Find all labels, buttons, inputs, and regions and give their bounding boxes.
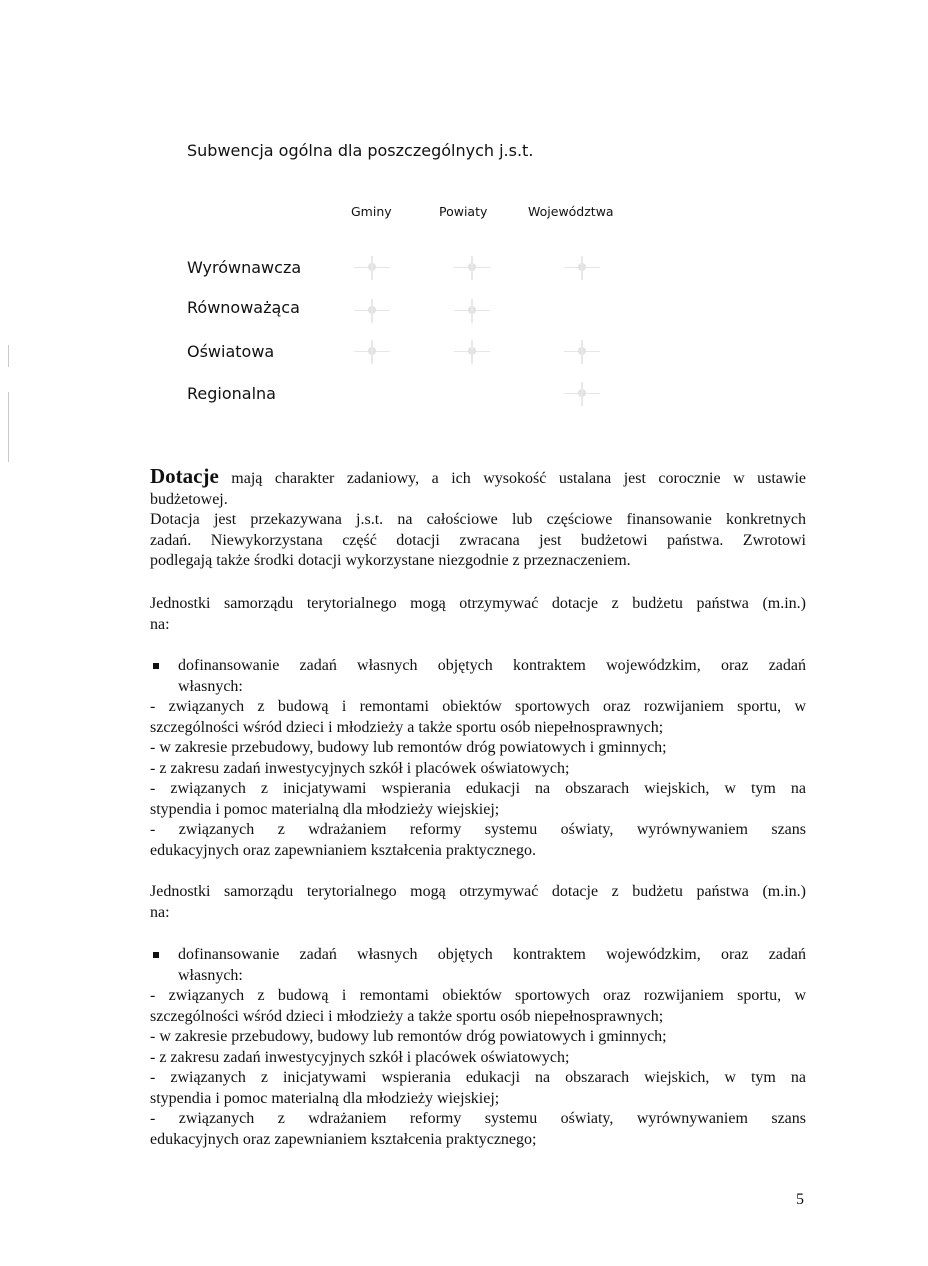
section2-lead: [150, 882, 806, 923]
list-item: - związanych z budową i remontami obiektów sportowych oraz rozwijaniem sportu, w: [150, 698, 806, 715]
list-item: - związanych z budową i remontami obiektów sportowych oraz rozwijaniem sportu, w: [150, 987, 806, 1004]
list-item: - z zakresu zadań inwestycyjnych szkół i placówek oświatowych;: [150, 759, 570, 777]
text-line: na:: [150, 615, 170, 633]
text-line: podlegają także środki dotacji wykorzystane niezgodnie z przeznaczeniem.: [150, 552, 631, 569]
table-title: Subwencja ogólna dla poszczególnych j.s.t.: [187, 141, 534, 160]
section1-items: [150, 697, 806, 861]
column-header-wojewodztwa: Województwa: [528, 204, 614, 219]
section1-lead: [150, 594, 806, 635]
text-line: mają charakter zadaniowy, a ich wysokość ustalana jest corocznie w ustawie: [218, 470, 806, 487]
section2-items: [150, 986, 806, 1150]
list-item: - z zakresu zadań inwestycyjnych szkół i placówek oświatowych;: [150, 1048, 570, 1066]
list-item: - związanych z wdrażaniem reformy systemu oświaty, wyrównywaniem szans: [150, 1110, 806, 1127]
scan-artifact: [8, 345, 9, 367]
page-number: 5: [796, 1191, 804, 1208]
text-line: własnych:: [178, 677, 243, 695]
list-item: - związanych z wdrażaniem reformy systemu oświaty, wyrównywaniem szans: [150, 821, 806, 838]
text-line: na:: [150, 903, 170, 921]
dotacje-paragraph: [150, 466, 806, 572]
list-item: stypendia i pomoc materialną dla młodzieży wiejskiej;: [150, 1089, 500, 1107]
text-line: zadań. Niewykorzystana część dotacji zwracana jest budżetowi państwa. Zwrotowi: [150, 531, 806, 549]
table-mark: [560, 338, 604, 366]
list-item: - związanych z inicjatywami wspierania edukacji na obszarach wiejskich, w tym na: [150, 1069, 806, 1086]
text-line: dofinansowanie zadań własnych objętych kontraktem wojewódzkim, oraz zadań: [178, 946, 806, 963]
list-item: - w zakresie przebudowy, budowy lub remontów dróg powiatowych i gminnych;: [150, 739, 667, 756]
table-mark: [450, 254, 494, 282]
table-mark: [450, 338, 494, 366]
column-header-powiaty: Powiaty: [439, 204, 488, 219]
text-line: Jednostki samorządu terytorialnego mogą otrzymywać dotacje z budżetu państwa (m.in.): [150, 595, 806, 612]
text-line: budżetowej.: [150, 490, 228, 508]
scan-artifact: [8, 392, 9, 462]
row-label-oswiatowa: Oświatowa: [187, 342, 275, 361]
table-mark: [560, 380, 604, 408]
section2-bullet: [150, 945, 806, 986]
list-item: - związanych z inicjatywami wspierania edukacji na obszarach wiejskich, w tym na: [150, 780, 806, 797]
list-item: edukacyjnych oraz zapewnianiem kształcenia praktycznego;: [150, 1130, 537, 1148]
table-mark: [450, 297, 494, 325]
row-label-wyrownawcza: Wyrównawcza: [187, 258, 302, 277]
section1-bullet: [150, 656, 806, 697]
list-item: - w zakresie przebudowy, budowy lub remontów dróg powiatowych i gminnych;: [150, 1028, 667, 1045]
table-mark: [560, 254, 604, 282]
bullet-square-icon: [153, 663, 159, 669]
table-mark: [350, 254, 394, 282]
table-mark: [350, 297, 394, 325]
row-label-rownowazaca: Równoważąca: [187, 298, 300, 317]
text-line: Jednostki samorządu terytorialnego mogą otrzymywać dotacje z budżetu państwa (m.in.): [150, 883, 806, 900]
column-header-gminy: Gminy: [351, 204, 392, 219]
list-item: szczególności wśród dzieci i młodzieży a także sportu osób niepełnosprawnych;: [150, 718, 664, 736]
list-item: szczególności wśród dzieci i młodzieży a także sportu osób niepełnosprawnych;: [150, 1007, 664, 1025]
row-label-regionalna: Regionalna: [187, 384, 276, 403]
table-mark: [350, 338, 394, 366]
dotacje-heading: Dotacje: [150, 464, 219, 488]
bullet-square-icon: [153, 952, 159, 958]
list-item: edukacyjnych oraz zapewnianiem kształcenia praktycznego.: [150, 841, 537, 859]
text-line: własnych:: [178, 966, 243, 984]
text-line: Dotacja jest przekazywana j.s.t. na całościowe lub częściowe finansowanie konkretnych: [150, 511, 806, 528]
list-item: stypendia i pomoc materialną dla młodzieży wiejskiej;: [150, 800, 500, 818]
text-line: dofinansowanie zadań własnych objętych kontraktem wojewódzkim, oraz zadań: [178, 657, 806, 674]
